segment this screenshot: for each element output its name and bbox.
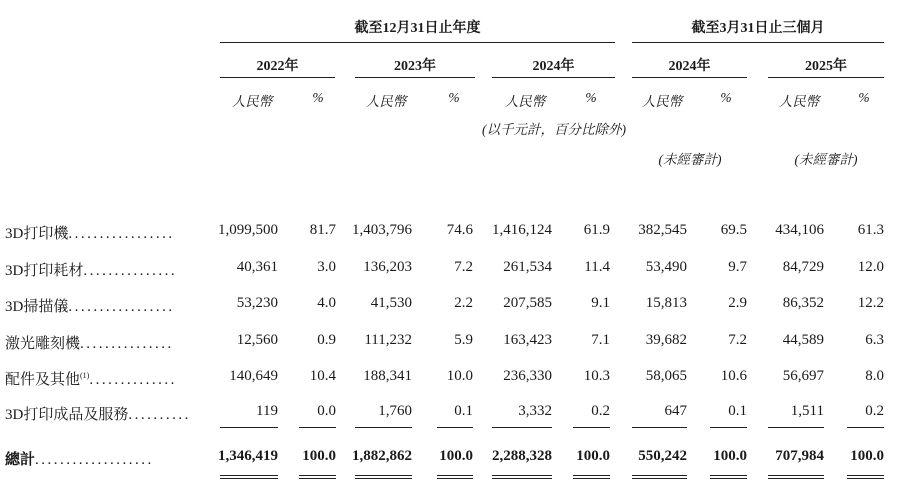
total-label: 總計................... [5,452,154,468]
percent-cell: 10.0 [446,368,473,384]
currency-label: 人民幣 [231,94,273,109]
total-rule [220,478,278,479]
year-rule-2022 [220,77,335,78]
value-cell: 41,530 [370,295,412,311]
percent-cell: 9.1 [591,295,610,311]
value-cell: 434,106 [775,222,824,238]
unaudited-note-2024: (未經審計) [658,152,722,167]
percent-cell: 0.1 [454,403,473,419]
row-label: 3D掃描儀................. [5,299,175,315]
group-rule-quarterly [632,42,884,43]
percent-cell: 0.9 [317,332,336,348]
year-rule-q1-2025 [768,77,884,78]
total-percent-cell: 100.0 [302,448,336,464]
total-rule [573,475,610,476]
unaudited-note-2025: (未經審計) [794,152,858,167]
percent-cell: 3.0 [317,259,336,275]
value-cell: 1,099,500 [218,222,278,238]
total-value-cell: 1,346,419 [218,448,278,464]
total-rule [355,475,412,476]
subtotal-rule [847,427,884,428]
total-rule [220,475,278,476]
percent-cell: 11.4 [584,259,610,275]
percent-label: % [585,90,597,105]
subtotal-rule [220,427,278,428]
total-percent-cell: 100.0 [850,448,884,464]
value-cell: 136,203 [363,259,412,275]
value-cell: 163,423 [503,332,552,348]
subtotal-rule [437,427,473,428]
total-rule [492,478,552,479]
row-label: 3D打印成品及服務.......... [5,407,191,423]
percent-cell: 10.4 [309,368,336,384]
total-rule [492,475,552,476]
percent-cell: 74.6 [446,222,473,238]
total-rule [437,475,473,476]
year-header-2023: 2023年 [394,59,436,74]
percent-cell: 7.1 [591,332,610,348]
total-percent-cell: 100.0 [439,448,473,464]
total-rule [768,475,824,476]
percent-cell: 61.9 [583,222,610,238]
row-label: 3D打印機................. [5,226,175,242]
value-cell: 1,760 [378,403,412,419]
percent-cell: 2.9 [728,295,747,311]
percent-cell: 0.2 [591,403,610,419]
row-label: 激光雕刻機............... [5,336,174,352]
total-percent-cell: 100.0 [576,448,610,464]
percent-cell: 10.3 [583,368,610,384]
value-cell: 111,232 [364,332,412,348]
value-cell: 86,352 [782,295,824,311]
currency-label: 人民幣 [504,94,546,109]
total-rule [437,478,473,479]
percent-cell: 7.2 [728,332,747,348]
subtotal-rule [299,427,336,428]
percent-cell: 12.0 [857,259,884,275]
percent-cell: 10.6 [720,368,747,384]
row-label: 配件及其他$^{(1)}$.............. [5,371,177,388]
total-rule [573,478,610,479]
value-cell: 12,560 [236,332,278,348]
value-cell: 3,332 [518,403,552,419]
value-cell: 39,682 [645,332,687,348]
percent-cell: 0.1 [728,403,747,419]
value-cell: 188,341 [363,368,412,384]
value-cell: 382,545 [638,222,687,238]
percent-label: % [720,90,732,105]
total-rule [847,478,884,479]
value-cell: 261,534 [503,259,552,275]
year-header-2024: 2024年 [532,59,575,74]
subtotal-rule [492,427,552,428]
value-cell: 1,511 [790,403,824,419]
total-value-cell: 2,288,328 [492,448,552,464]
value-cell: 40,361 [236,259,278,275]
value-cell: 119 [256,403,278,419]
percent-label: % [858,90,870,105]
value-cell: 53,230 [236,295,278,311]
total-rule [710,478,747,479]
total-rule [710,475,747,476]
group-title-quarterly: 截至3月31日止三個月 [691,21,825,36]
value-cell: 84,729 [782,259,824,275]
total-rule [299,475,336,476]
percent-cell: 9.7 [728,259,747,275]
total-percent-cell: 100.0 [713,448,747,464]
value-cell: 44,589 [782,332,824,348]
percent-label: % [448,90,460,105]
percent-cell: 5.9 [454,332,473,348]
subtotal-rule [768,427,824,428]
percent-cell: 0.2 [865,403,884,419]
year-header-2022: 2022年 [256,59,299,74]
group-title-annual: 截至12月31日止年度 [354,21,481,36]
subtotal-rule [573,427,610,428]
percent-cell: 69.5 [720,222,747,238]
units-note: (以千元計，百分比除外) [482,122,626,137]
value-cell: 15,813 [645,295,687,311]
total-value-cell: 550,242 [638,448,687,464]
percent-cell: 6.3 [865,332,884,348]
currency-label: 人民幣 [778,94,820,109]
total-rule [632,475,687,476]
group-rule-annual [220,42,615,43]
value-cell: 1,403,796 [352,222,412,238]
percent-cell: 81.7 [309,222,336,238]
year-rule-2024 [492,77,615,78]
value-cell: 56,697 [782,368,824,384]
value-cell: 1,416,124 [492,222,552,238]
row-label: 3D打印耗材............... [5,263,178,279]
percent-cell: 4.0 [317,295,336,311]
subtotal-rule [355,427,412,428]
year-header-q1-2025: 2025年 [805,59,847,74]
value-cell: 53,490 [645,259,687,275]
percent-label: % [312,90,324,105]
percent-cell: 8.0 [865,368,884,384]
footnote-marker: (1) [80,371,90,380]
total-value-cell: 1,882,862 [352,448,412,464]
value-cell: 236,330 [503,368,552,384]
total-rule [847,475,884,476]
subtotal-rule [632,427,687,428]
currency-label: 人民幣 [365,94,407,109]
total-rule [299,478,336,479]
value-cell: 140,649 [229,368,278,384]
total-rule [632,478,687,479]
value-cell: 58,065 [645,368,687,384]
subtotal-rule [710,427,747,428]
currency-label: 人民幣 [641,94,683,109]
percent-cell: 12.2 [857,295,884,311]
percent-cell: 0.0 [317,403,336,419]
percent-cell: 61.3 [857,222,884,238]
year-header-q1-2024: 2024年 [668,59,711,74]
total-rule [355,478,412,479]
total-rule [768,478,824,479]
value-cell: 647 [664,403,687,419]
total-value-cell: 707,984 [775,448,824,464]
percent-cell: 7.2 [454,259,473,275]
value-cell: 207,585 [503,295,552,311]
year-rule-2023 [355,77,475,78]
year-rule-q1-2024 [632,77,747,78]
percent-cell: 2.2 [454,295,473,311]
